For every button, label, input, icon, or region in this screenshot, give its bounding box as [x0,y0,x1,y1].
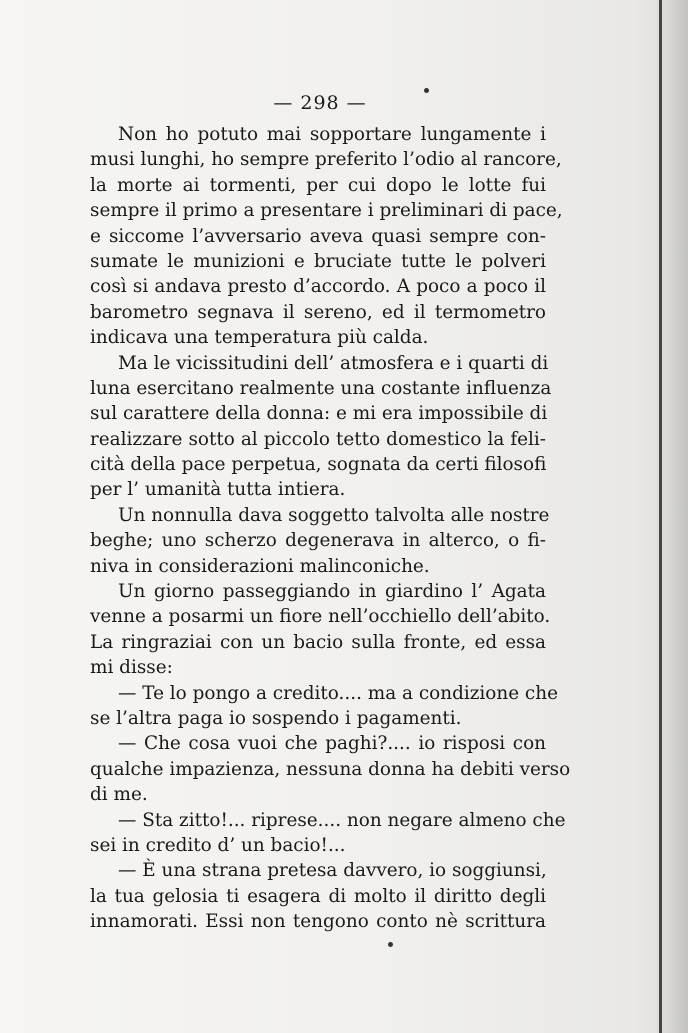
text-line: indicava una temperatura più calda. [90,327,429,349]
text-line: luna esercitano realmente una costante influenza [90,377,552,399]
text-line: la tua gelosia ti esagera di molto il diritto degli [90,885,546,907]
text-line: beghe; uno scherzo degenerava in alterco, o fi- [90,530,546,552]
ink-speck [388,942,393,947]
text-line: cità della pace perpetua, sognata da certi filosofi [90,454,547,476]
text-line: se l’altra paga io sospendo i pagamenti. [90,707,462,729]
text-line: venne a posarmi un fiore nell’occhiello dell’abito. [90,606,551,628]
text-line: per l’ umanità tutta intiera. [90,479,346,501]
page-number: — 298 — [273,92,367,114]
text-line: la morte ai tormenti, per cui dopo le lotte fui [90,174,546,196]
text-line: musi lunghi, ho sempre preferito l’odio al rancore, [90,149,562,171]
body-text [90,122,571,935]
text-line: Non ho potuto mai sopportare lungamente i [118,124,546,145]
text-line: di me. [90,784,148,806]
text-line: Un nonnulla dava soggetto talvolta alle nostre [118,504,550,526]
text-line: niva in considerazioni malinconiche. [90,555,430,577]
text-line: così si andava presto d’accordo. A poco a poco il [90,276,546,298]
text-line: — Sta zitto!... riprese.... non negare almeno che [118,809,566,831]
text-line: Ma le vicissitudini dell’ atmosfera e i quarti di [118,352,549,374]
ink-speck [424,88,429,93]
text-line: La ringraziai con un bacio sulla fronte, ed essa [90,631,546,653]
text-line: Un giorno passeggiando in giardino l’ Agata [118,581,546,603]
text-line: innamorati. Essi non tengono conto nè scrittura [90,911,546,933]
text-line: realizzare sotto al piccolo tetto domestico la feli- [90,428,546,450]
text-line: mi disse: [90,657,173,679]
text-line: barometro segnava il sereno, ed il termometro [90,301,546,323]
text-line: qualche impazienza, nessuna donna ha debiti verso [90,758,571,780]
text-line: — Te lo pongo a credito.... ma a condizione che [118,682,558,704]
text-line: sempre il primo a presentare i preliminari di pace, [90,200,563,222]
text-line: sei in credito d’ un bacio!... [90,834,346,856]
text-line: — Che cosa vuoi che paghi?.... io risposi con [118,733,546,755]
text-line: sul carattere della donna: e mi era impossibile di [90,403,548,425]
page-binding-edge [659,0,662,1033]
text-line: e siccome l’avversario aveva quasi sempre con- [90,225,546,247]
text-line: sumate le munizioni e bruciate tutte le polveri [90,250,546,272]
text-line: — È una strana pretesa davvero, io soggiunsi, [118,860,547,882]
